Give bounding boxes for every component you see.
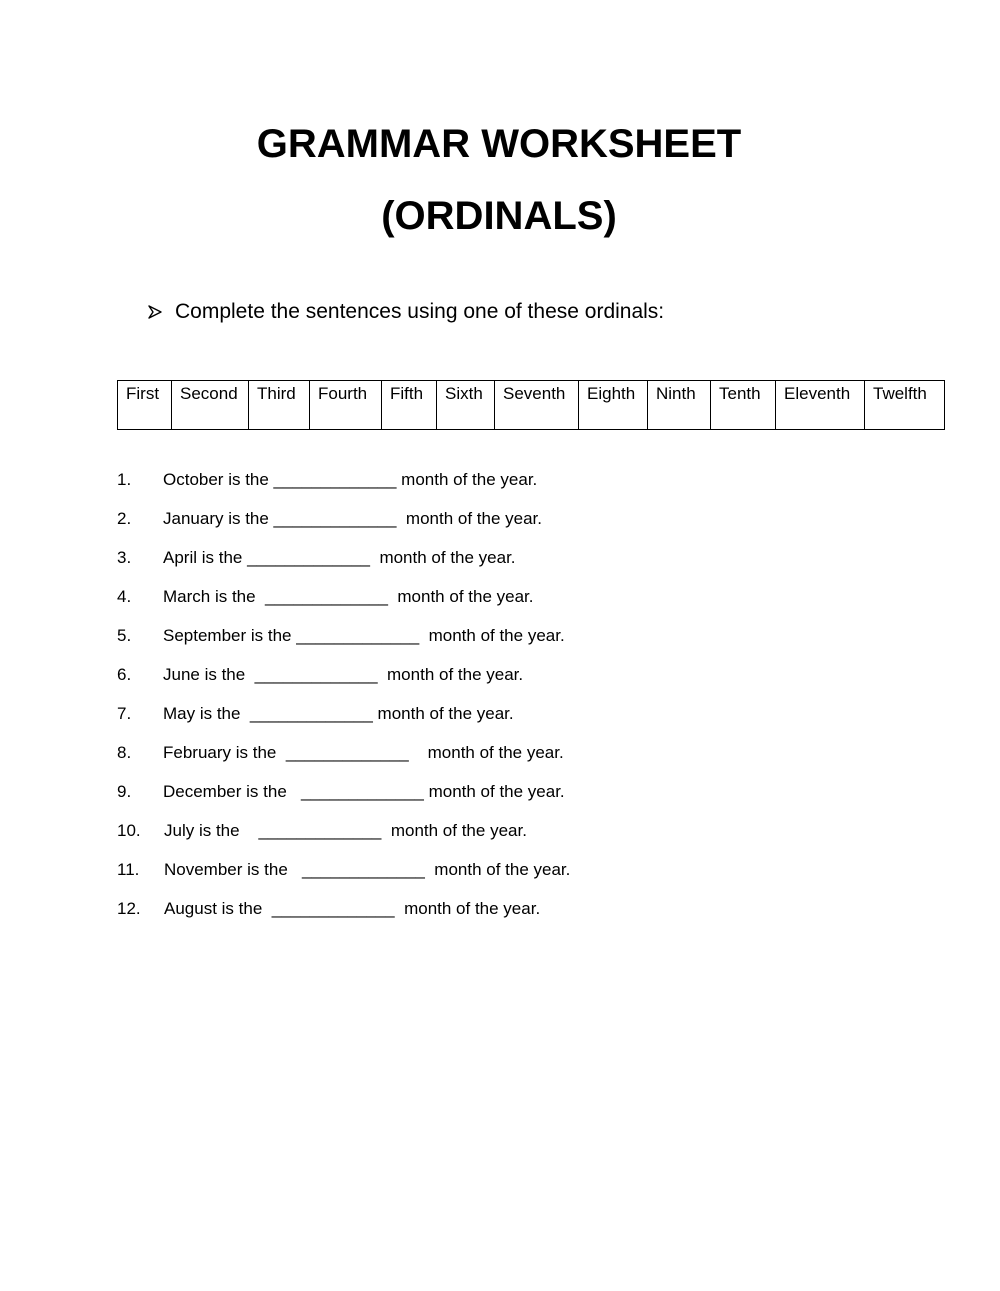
question-text: October is the _____________ month of the year. bbox=[163, 470, 538, 489]
ordinal-cell: Twelfth bbox=[865, 381, 945, 430]
question-number: 6. bbox=[117, 665, 132, 684]
question-number: 3. bbox=[117, 548, 132, 567]
instruction bbox=[148, 300, 664, 324]
question-text: December is the _____________ month of the year. bbox=[163, 782, 565, 801]
ordinal-cell: Eighth bbox=[579, 381, 648, 430]
question-number: 12. bbox=[117, 899, 141, 918]
question-item bbox=[117, 507, 542, 531]
ordinal-cell: Fifth bbox=[382, 381, 437, 430]
question-text: June is the _____________ month of the year. bbox=[163, 665, 524, 684]
question-text: August is the _____________ month of the year. bbox=[164, 899, 541, 918]
question-text: April is the _____________ month of the year. bbox=[163, 548, 516, 567]
worksheet-subtitle: (ORDINALS) bbox=[381, 194, 617, 238]
ordinal-cell: First bbox=[118, 381, 172, 430]
question-number: 5. bbox=[117, 626, 132, 645]
ordinal-cell: Fourth bbox=[310, 381, 382, 430]
worksheet-title: GRAMMAR WORKSHEET bbox=[256, 122, 742, 166]
question-item bbox=[117, 780, 565, 804]
ordinal-cell: Eleventh bbox=[776, 381, 865, 430]
question-text: March is the _____________ month of the year. bbox=[163, 587, 534, 606]
question-text: May is the _____________ month of the year. bbox=[163, 704, 514, 723]
question-item bbox=[117, 585, 534, 609]
question-text: January is the _____________ month of the year. bbox=[163, 509, 542, 528]
ordinal-cell: Seventh bbox=[495, 381, 579, 430]
ordinal-cell: Second bbox=[172, 381, 249, 430]
question-item bbox=[117, 702, 514, 726]
arrow-bullet-icon bbox=[148, 305, 162, 319]
ordinal-cell: Third bbox=[249, 381, 310, 430]
question-text: July is the _____________ month of the year. bbox=[164, 821, 527, 840]
ordinal-cell: Tenth bbox=[711, 381, 776, 430]
question-number: 9. bbox=[117, 782, 132, 801]
question-item bbox=[117, 741, 564, 765]
question-item bbox=[117, 663, 524, 687]
question-text: November is the _____________ month of the year. bbox=[164, 860, 571, 879]
question-number: 8. bbox=[117, 743, 132, 762]
question-item bbox=[117, 897, 541, 921]
question-item bbox=[117, 468, 538, 492]
ordinal-cell: Ninth bbox=[648, 381, 711, 430]
question-item bbox=[117, 624, 565, 648]
question-number: 1. bbox=[117, 470, 132, 489]
question-item bbox=[117, 819, 527, 843]
ordinals-table bbox=[117, 380, 945, 430]
question-item bbox=[117, 546, 516, 570]
ordinal-cell: Sixth bbox=[437, 381, 495, 430]
question-number: 2. bbox=[117, 509, 132, 528]
question-number: 11. bbox=[117, 860, 140, 879]
question-number: 7. bbox=[117, 704, 132, 723]
question-text: February is the _____________ month of the year. bbox=[163, 743, 564, 762]
question-text: September is the _____________ month of the year. bbox=[163, 626, 565, 645]
question-item bbox=[117, 858, 571, 882]
instruction-text: Complete the sentences using one of these ordinals: bbox=[175, 300, 665, 323]
question-number: 4. bbox=[117, 587, 132, 606]
ordinals-row bbox=[118, 381, 945, 430]
question-number: 10. bbox=[117, 821, 141, 840]
